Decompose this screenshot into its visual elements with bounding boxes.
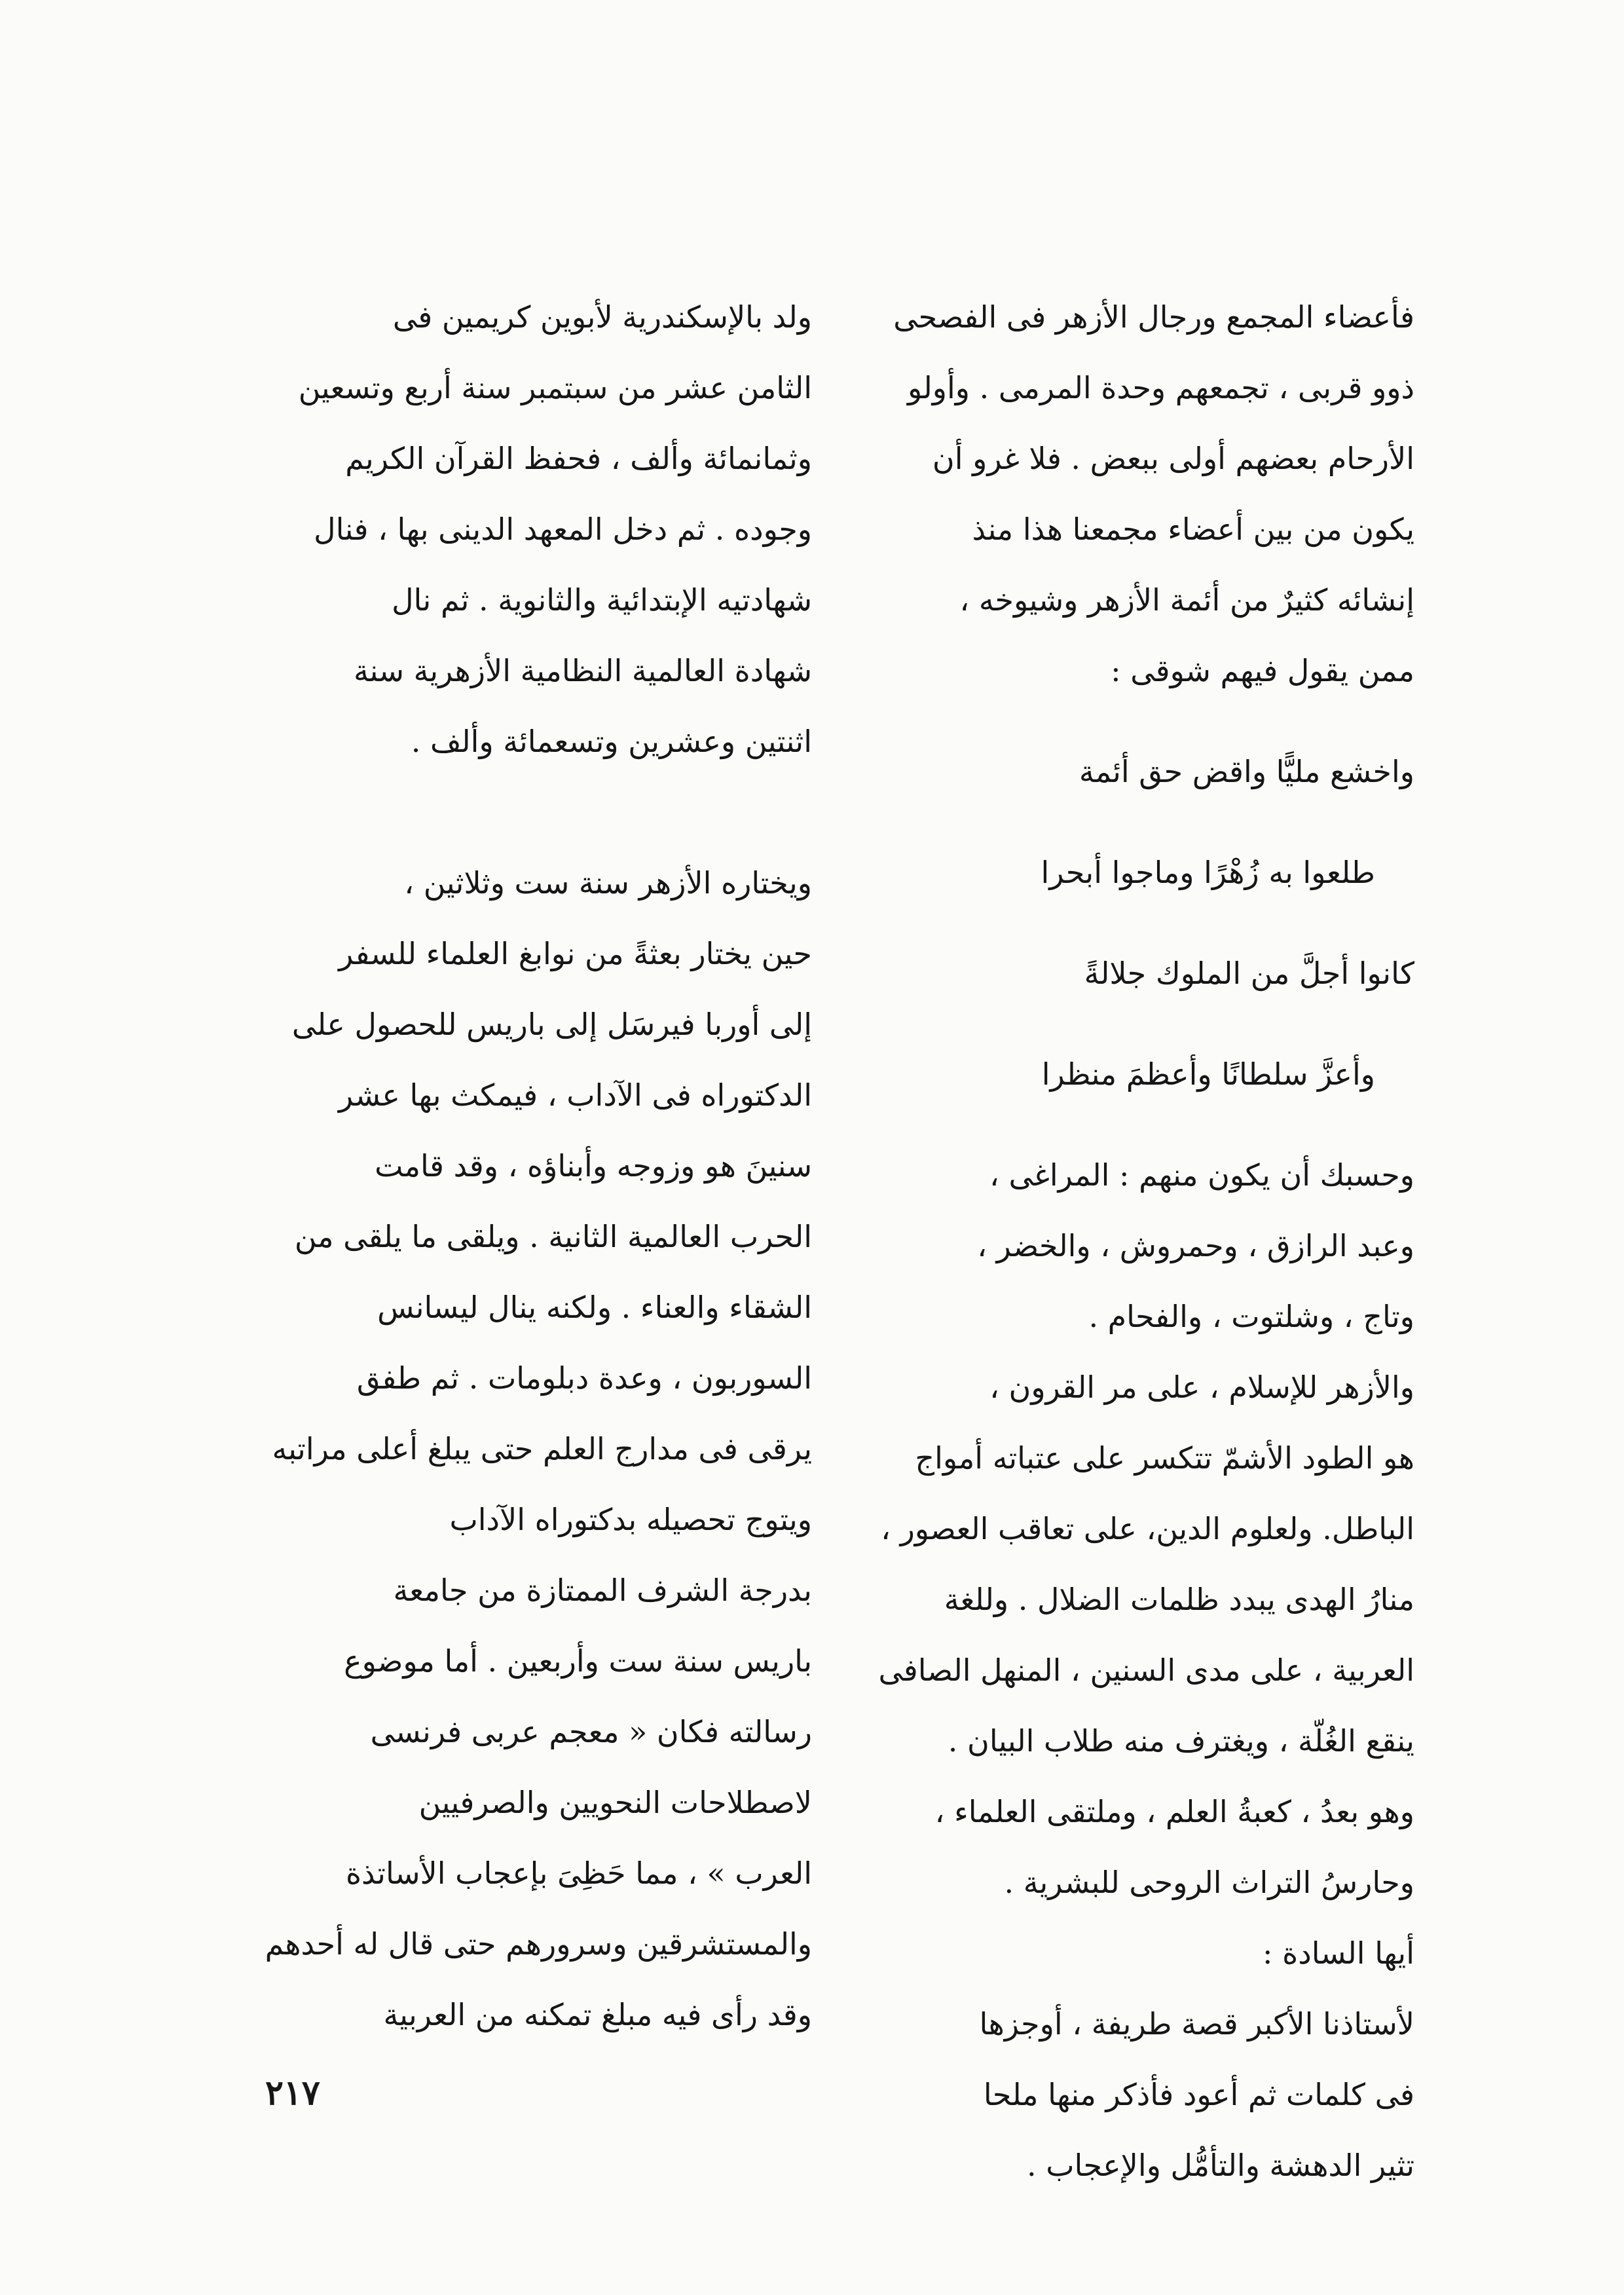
text-line: الدكتوراه فى الآداب ، فيمكث بها عشر xyxy=(339,1077,812,1113)
text-line: وجوده . ثم دخل المعهد الدينى بها ، فنال xyxy=(314,512,812,547)
text-line: رسالته فكان « معجم عربى فرنسى xyxy=(370,1714,812,1749)
text-line: وحارسُ التراث الروحى للبشرية . xyxy=(1004,1865,1414,1900)
text-line: وهو بعدُ ، كعبةُ العلم ، وملتقى العلماء ، xyxy=(934,1794,1414,1829)
left-column xyxy=(255,282,812,2050)
text-line: يرقى فى مدارج العلم حتى يبلغ أعلى مراتبه xyxy=(272,1431,812,1466)
text-line: شهادتيه الإبتدائية والثانوية . ثم نال xyxy=(392,582,812,618)
text-line: إلى أوربا فيرسَل إلى باريس للحصول على xyxy=(291,1007,812,1042)
text-line: وحسبك أن يكون منهم : المراغى ، xyxy=(989,1157,1414,1193)
text-line: وثمانمائة وألف ، فحفظ القرآن الكريم xyxy=(345,441,812,476)
text-line: اثنتين وعشرين وتسعمائة وألف . xyxy=(411,724,812,759)
text-line: فى كلمات ثم أعود فأذكر منها ملحا xyxy=(983,2077,1414,2112)
text-line: الشقاء والعناء . ولكنه ينال ليسانس xyxy=(377,1290,812,1325)
text-line: والمستشرقين وسرورهم حتى قال له أحدهم xyxy=(265,1926,812,1962)
right-paragraph-1 xyxy=(858,282,1414,706)
right-paragraph-2 xyxy=(858,1140,1414,1352)
page-number: ٢١٧ xyxy=(265,2073,320,2113)
text-line: الأرحام بعضهم أولى ببعض . فلا غرو أن xyxy=(932,441,1414,476)
verse-line: وأعزَّ سلطانًا وأعظمَ منظرا xyxy=(1041,1056,1375,1092)
text-line: منارُ الهدى يبدد ظلمات الضلال . وللغة xyxy=(944,1582,1414,1617)
text-line: والأزهر للإسلام ، على مر القرون ، xyxy=(989,1370,1414,1405)
left-paragraph-1 xyxy=(255,282,812,777)
text-line: ذوو قربى ، تجمعهم وحدة المرمى . وأولو xyxy=(908,370,1414,405)
text-line: ولد بالإسكندرية لأبوين كريمين فى xyxy=(392,299,812,335)
text-line: هو الطود الأشمّ تتكسر على عتباته أمواج xyxy=(915,1440,1414,1476)
text-line: إنشائه كثيرٌ من أئمة الأزهر وشيوخه ، xyxy=(959,582,1414,618)
right-paragraph-4 xyxy=(858,1918,1414,2201)
text-line: الثامن عشر من سبتمبر سنة أربع وتسعين xyxy=(298,370,812,405)
text-line: الحرب العالمية الثانية . ويلقى ما يلقى من xyxy=(294,1219,812,1254)
text-line: العربية ، على مدى السنين ، المنهل الصافى xyxy=(878,1652,1414,1688)
text-line: السوربون ، وعدة دبلومات . ثم طفق xyxy=(356,1360,812,1396)
verse-line: كانوا أجلَّ من الملوك جلالةً xyxy=(1084,956,1414,991)
text-line: ويتوج تحصيله بدكتوراه الآداب xyxy=(449,1502,812,1537)
text-line: وتاج ، وشلتوت ، والفحام . xyxy=(1088,1299,1414,1334)
verse-line: واخشع مليًّا واقض حق أئمة xyxy=(1079,754,1414,789)
text-line: باريس سنة ست وأربعين . أما موضوع xyxy=(344,1643,812,1679)
text-line: حين يختار بعثةً من نوابغ العلماء للسفر xyxy=(339,936,812,971)
text-line: بدرجة الشرف الممتازة من جامعة xyxy=(393,1573,812,1608)
text-line: العرب » ، مما حَظِىَ بإعجاب الأساتذة xyxy=(345,1856,812,1891)
poem-verse xyxy=(858,736,1414,1110)
text-line: أيها السادة : xyxy=(1263,1935,1414,1971)
text-line: شهادة العالمية النظامية الأزهرية سنة xyxy=(353,653,812,688)
text-line: تثير الدهشة والتأمُّل والإعجاب . xyxy=(1026,2148,1414,2183)
text-line: الباطل. ولعلوم الدين، على تعاقب العصور ، xyxy=(881,1511,1414,1546)
text-line: فأعضاء المجمع ورجال الأزهر فى الفصحى xyxy=(893,299,1414,335)
right-paragraph-3 xyxy=(858,1352,1414,1918)
text-line: ويختاره الأزهر سنة ست وثلاثين ، xyxy=(404,865,812,901)
text-line: لأستاذنا الأكبر قصة طريفة ، أوجزها xyxy=(979,2006,1414,2042)
right-column xyxy=(858,282,1414,2201)
text-line: ممن يقول فيهم شوقى : xyxy=(1111,653,1414,688)
text-line: ينقع الغُلّة ، ويغترف منه طلاب البيان . xyxy=(948,1723,1414,1759)
text-line: وقد رأى فيه مبلغ تمكنه من العربية xyxy=(383,1997,812,2032)
text-line: وعبد الرازق ، وحمروش ، والخضر ، xyxy=(977,1228,1414,1263)
text-line: يكون من بين أعضاء مجمعنا هذا منذ xyxy=(972,512,1414,547)
verse-line: طلعوا به زُهْرًا وماجوا أبحرا xyxy=(1041,855,1375,890)
paragraph-gap xyxy=(255,777,812,848)
text-line: سنينَ هو وزوجه وأبناؤه ، وقد قامت xyxy=(375,1148,812,1184)
text-line: لاصطلاحات النحويين والصرفيين xyxy=(418,1785,812,1820)
left-paragraph-2 xyxy=(255,848,812,2050)
